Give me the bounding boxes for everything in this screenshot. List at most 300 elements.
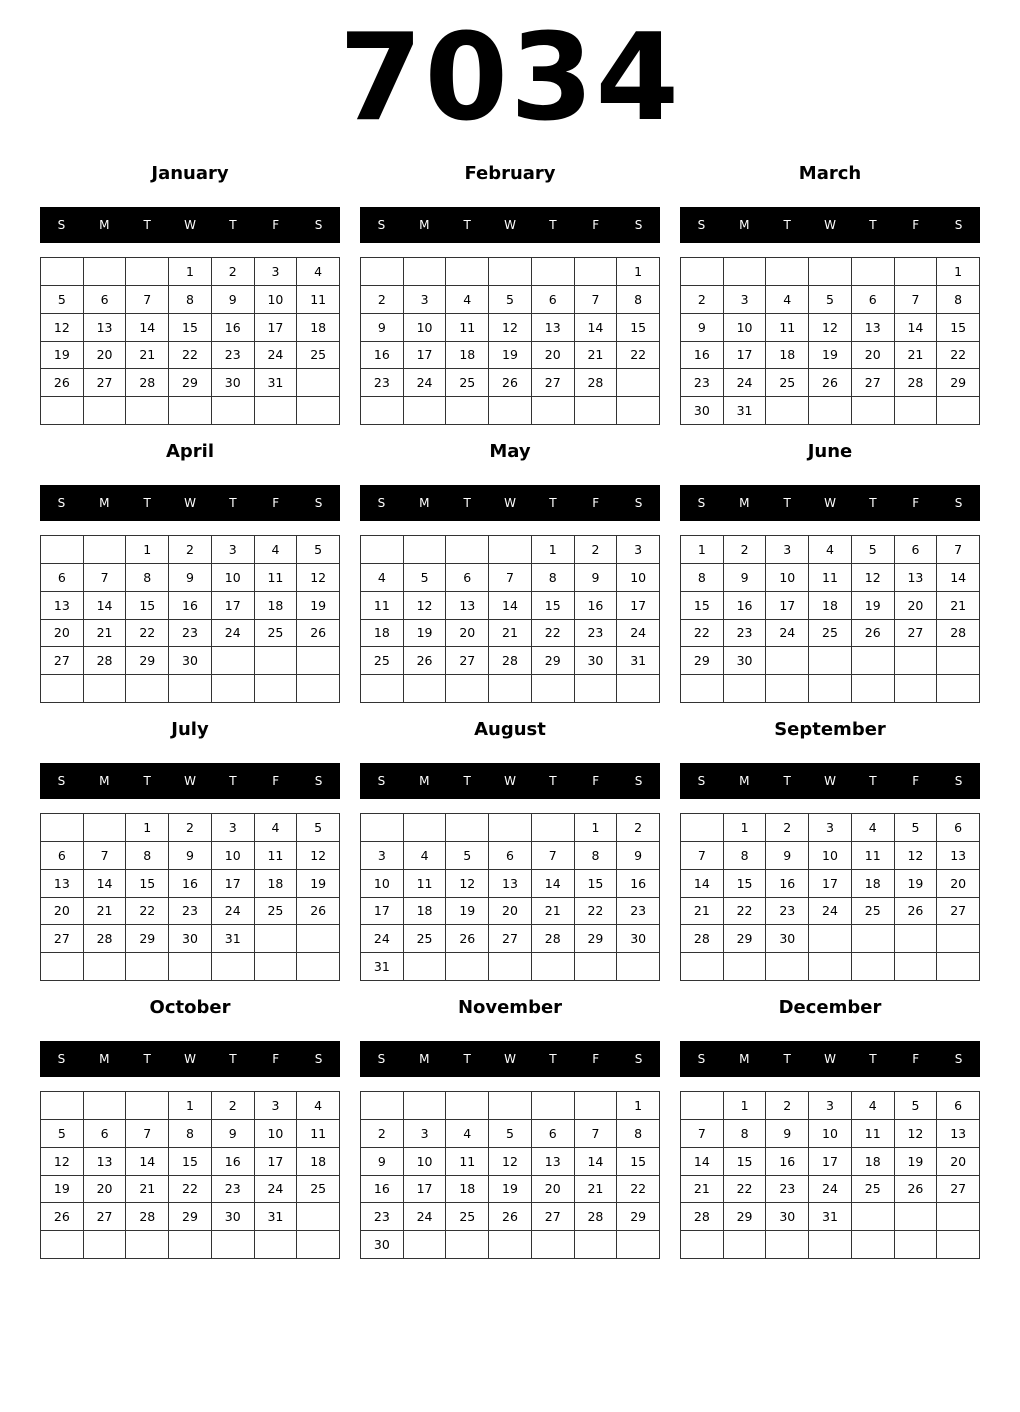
day-cell: 30 [766, 925, 809, 953]
day-cell: 3 [724, 286, 767, 314]
day-cell: 13 [895, 564, 938, 592]
day-cell: 27 [84, 369, 127, 397]
day-cell: 19 [297, 592, 340, 620]
day-cell: 17 [255, 1148, 298, 1176]
day-grid [680, 1091, 980, 1259]
weekday-label: T [549, 496, 557, 510]
day-cell [895, 397, 938, 425]
day-cell [852, 953, 895, 981]
day-cell: 26 [41, 1203, 84, 1231]
day-cell: 20 [446, 620, 489, 648]
day-cell [404, 675, 447, 703]
day-cell: 2 [724, 536, 767, 564]
day-cell: 7 [126, 286, 169, 314]
day-cell [255, 647, 298, 675]
weekday-header [40, 207, 340, 243]
day-cell: 12 [852, 564, 895, 592]
day-cell: 28 [937, 620, 980, 648]
day-cell [84, 536, 127, 564]
day-cell: 8 [126, 842, 169, 870]
day-cell: 24 [809, 898, 852, 926]
day-cell: 30 [212, 369, 255, 397]
day-grid [680, 813, 980, 981]
day-cell [404, 953, 447, 981]
day-cell: 10 [404, 314, 447, 342]
weekday-label: S [57, 218, 66, 232]
day-cell [126, 953, 169, 981]
day-cell: 11 [255, 564, 298, 592]
weekday-label: F [272, 1052, 280, 1066]
day-cell: 8 [169, 1120, 212, 1148]
day-cell: 10 [361, 870, 404, 898]
day-cell: 19 [489, 342, 532, 370]
day-cell [489, 814, 532, 842]
weekday-header [680, 207, 980, 243]
day-cell: 6 [84, 286, 127, 314]
day-cell [575, 953, 618, 981]
day-cell: 11 [297, 1120, 340, 1148]
day-cell: 30 [575, 647, 618, 675]
day-cell [575, 1092, 618, 1120]
day-cell: 29 [126, 647, 169, 675]
day-cell: 25 [809, 620, 852, 648]
day-cell [489, 397, 532, 425]
day-cell [446, 536, 489, 564]
day-cell [766, 397, 809, 425]
day-cell: 12 [404, 592, 447, 620]
weekday-label: W [504, 496, 516, 510]
day-cell [361, 814, 404, 842]
day-cell [212, 647, 255, 675]
day-cell [937, 397, 980, 425]
weekday-label: T [229, 774, 237, 788]
day-cell: 3 [255, 1092, 298, 1120]
day-cell: 2 [361, 1120, 404, 1148]
day-cell [852, 258, 895, 286]
day-cell: 25 [297, 342, 340, 370]
day-cell: 16 [766, 1148, 809, 1176]
weekday-label: M [99, 774, 110, 788]
weekday-label: S [314, 496, 323, 510]
day-cell: 8 [724, 1120, 767, 1148]
day-cell: 24 [255, 1176, 298, 1204]
day-cell: 27 [937, 898, 980, 926]
weekday-label: T [549, 774, 557, 788]
day-cell: 1 [169, 1092, 212, 1120]
weekday-label: T [869, 218, 877, 232]
day-grid [40, 535, 340, 703]
day-cell [532, 953, 575, 981]
day-cell: 16 [575, 592, 618, 620]
weekday-label: S [314, 1052, 323, 1066]
day-cell [297, 1231, 340, 1259]
day-cell [212, 675, 255, 703]
day-cell: 10 [255, 1120, 298, 1148]
day-cell: 22 [681, 620, 724, 648]
weekday-header [360, 763, 660, 799]
day-cell: 16 [681, 342, 724, 370]
day-cell: 4 [297, 258, 340, 286]
weekday-label: T [869, 496, 877, 510]
day-cell: 10 [212, 842, 255, 870]
day-cell: 7 [681, 842, 724, 870]
day-cell: 6 [41, 564, 84, 592]
day-cell: 31 [212, 925, 255, 953]
weekday-label: S [57, 1052, 66, 1066]
day-cell: 15 [532, 592, 575, 620]
weekday-label: W [184, 1052, 196, 1066]
weekday-label: F [912, 1052, 920, 1066]
day-cell [852, 397, 895, 425]
month-name: September [774, 719, 886, 740]
day-cell: 5 [852, 536, 895, 564]
day-grid [680, 257, 980, 425]
day-cell [809, 647, 852, 675]
day-cell [895, 1231, 938, 1259]
month-name: October [149, 997, 231, 1018]
weekday-label: T [783, 774, 791, 788]
day-cell: 20 [895, 592, 938, 620]
day-cell [297, 1203, 340, 1231]
weekday-label: T [549, 218, 557, 232]
day-cell: 14 [937, 564, 980, 592]
day-cell: 24 [766, 620, 809, 648]
day-cell: 5 [489, 286, 532, 314]
day-cell [446, 1231, 489, 1259]
day-cell: 18 [852, 1148, 895, 1176]
day-cell: 7 [681, 1120, 724, 1148]
day-cell: 11 [297, 286, 340, 314]
day-cell [404, 1092, 447, 1120]
day-cell: 10 [809, 1120, 852, 1148]
day-cell [446, 814, 489, 842]
day-cell: 16 [361, 1176, 404, 1204]
day-cell: 10 [617, 564, 660, 592]
day-cell [41, 1092, 84, 1120]
day-grid [360, 813, 660, 981]
day-cell [681, 1231, 724, 1259]
weekday-label: T [143, 496, 151, 510]
day-cell [681, 675, 724, 703]
day-cell [84, 1231, 127, 1259]
day-cell: 11 [766, 314, 809, 342]
day-cell: 2 [766, 1092, 809, 1120]
weekday-label: T [463, 496, 471, 510]
day-cell [532, 258, 575, 286]
day-cell: 10 [212, 564, 255, 592]
day-cell [895, 258, 938, 286]
weekday-label: S [634, 1052, 643, 1066]
weekday-label: T [783, 496, 791, 510]
day-cell: 8 [937, 286, 980, 314]
day-cell [404, 814, 447, 842]
day-cell: 21 [937, 592, 980, 620]
day-grid [40, 1091, 340, 1259]
day-cell: 31 [724, 397, 767, 425]
weekday-label: T [783, 218, 791, 232]
day-cell [404, 1231, 447, 1259]
day-cell [126, 397, 169, 425]
weekday-label: S [57, 496, 66, 510]
day-cell: 29 [681, 647, 724, 675]
weekday-label: W [824, 1052, 836, 1066]
day-cell: 21 [532, 898, 575, 926]
day-cell: 16 [169, 870, 212, 898]
day-cell [489, 953, 532, 981]
day-cell: 26 [489, 1203, 532, 1231]
day-cell: 23 [169, 898, 212, 926]
weekday-label: W [504, 1052, 516, 1066]
day-cell: 19 [41, 1176, 84, 1204]
day-cell: 7 [489, 564, 532, 592]
day-cell: 11 [446, 314, 489, 342]
day-cell: 1 [681, 536, 724, 564]
day-cell: 18 [766, 342, 809, 370]
weekday-label: T [463, 218, 471, 232]
day-cell: 10 [809, 842, 852, 870]
day-cell: 22 [617, 1176, 660, 1204]
day-cell: 23 [724, 620, 767, 648]
day-cell: 26 [852, 620, 895, 648]
day-cell [489, 675, 532, 703]
day-cell: 1 [724, 1092, 767, 1120]
day-cell: 1 [617, 258, 660, 286]
month-name: April [165, 441, 215, 462]
day-cell: 1 [126, 536, 169, 564]
day-cell: 21 [126, 342, 169, 370]
month-name: July [171, 719, 209, 740]
day-grid [40, 813, 340, 981]
day-cell: 23 [617, 898, 660, 926]
day-cell: 29 [617, 1203, 660, 1231]
day-cell: 13 [41, 870, 84, 898]
day-cell [681, 258, 724, 286]
day-cell: 5 [41, 286, 84, 314]
day-cell [895, 1203, 938, 1231]
day-cell [255, 953, 298, 981]
day-cell: 8 [575, 842, 618, 870]
day-cell [126, 1092, 169, 1120]
day-cell: 8 [126, 564, 169, 592]
day-cell [361, 675, 404, 703]
day-cell [852, 1231, 895, 1259]
day-cell: 8 [617, 286, 660, 314]
day-cell: 17 [809, 870, 852, 898]
day-cell: 14 [84, 592, 127, 620]
day-cell: 17 [809, 1148, 852, 1176]
day-cell: 24 [255, 342, 298, 370]
day-cell: 16 [724, 592, 767, 620]
day-cell [766, 1231, 809, 1259]
weekday-label: W [504, 218, 516, 232]
day-cell: 24 [212, 898, 255, 926]
day-cell: 15 [126, 870, 169, 898]
day-cell: 13 [937, 1120, 980, 1148]
weekday-label: M [99, 218, 110, 232]
day-cell: 25 [446, 369, 489, 397]
day-cell: 31 [255, 369, 298, 397]
day-cell [724, 953, 767, 981]
day-cell [895, 925, 938, 953]
day-cell: 5 [895, 814, 938, 842]
day-cell: 31 [617, 647, 660, 675]
day-cell: 17 [617, 592, 660, 620]
day-cell: 9 [575, 564, 618, 592]
day-cell: 9 [766, 1120, 809, 1148]
day-cell [937, 1203, 980, 1231]
weekday-label: F [912, 774, 920, 788]
day-cell [84, 675, 127, 703]
day-cell: 9 [169, 564, 212, 592]
day-cell: 1 [575, 814, 618, 842]
day-cell: 22 [532, 620, 575, 648]
day-cell: 12 [446, 870, 489, 898]
day-cell: 22 [617, 342, 660, 370]
day-cell: 6 [489, 842, 532, 870]
day-cell: 12 [809, 314, 852, 342]
weekday-label: S [377, 1052, 386, 1066]
day-cell: 25 [766, 369, 809, 397]
day-cell: 8 [724, 842, 767, 870]
day-cell: 28 [575, 369, 618, 397]
day-cell: 9 [212, 1120, 255, 1148]
day-cell: 22 [575, 898, 618, 926]
day-cell: 20 [937, 870, 980, 898]
day-cell: 18 [446, 1176, 489, 1204]
day-cell: 14 [681, 870, 724, 898]
day-cell: 23 [169, 620, 212, 648]
month-name: August [474, 719, 546, 740]
day-cell: 22 [169, 1176, 212, 1204]
day-cell: 20 [852, 342, 895, 370]
day-cell: 14 [532, 870, 575, 898]
day-cell: 12 [297, 842, 340, 870]
day-cell: 15 [575, 870, 618, 898]
weekday-label: T [143, 218, 151, 232]
day-cell: 7 [84, 564, 127, 592]
day-cell [297, 369, 340, 397]
day-cell: 1 [617, 1092, 660, 1120]
day-cell: 9 [361, 1148, 404, 1176]
day-cell [681, 953, 724, 981]
day-grid [680, 535, 980, 703]
day-cell: 3 [255, 258, 298, 286]
weekday-header [360, 1041, 660, 1077]
day-cell: 19 [41, 342, 84, 370]
day-cell [361, 1092, 404, 1120]
weekday-header [40, 763, 340, 799]
day-cell: 26 [297, 620, 340, 648]
weekday-label: F [272, 496, 280, 510]
weekday-header [680, 1041, 980, 1077]
day-cell: 27 [41, 925, 84, 953]
day-cell: 30 [766, 1203, 809, 1231]
day-cell: 23 [212, 1176, 255, 1204]
day-cell: 24 [724, 369, 767, 397]
day-cell: 5 [446, 842, 489, 870]
day-cell [681, 814, 724, 842]
day-cell: 14 [575, 1148, 618, 1176]
day-cell: 7 [126, 1120, 169, 1148]
day-cell: 24 [809, 1176, 852, 1204]
day-cell: 16 [169, 592, 212, 620]
day-cell [41, 397, 84, 425]
day-cell [532, 1231, 575, 1259]
day-cell: 24 [404, 1203, 447, 1231]
day-cell: 11 [404, 870, 447, 898]
day-cell: 29 [724, 925, 767, 953]
day-cell [404, 397, 447, 425]
day-cell [169, 1231, 212, 1259]
weekday-label: T [869, 1052, 877, 1066]
day-cell: 21 [84, 898, 127, 926]
day-cell: 13 [84, 314, 127, 342]
day-cell: 6 [937, 814, 980, 842]
day-cell [126, 675, 169, 703]
day-cell: 13 [489, 870, 532, 898]
weekday-label: S [634, 496, 643, 510]
day-cell: 10 [766, 564, 809, 592]
weekday-label: T [783, 1052, 791, 1066]
day-cell: 21 [575, 1176, 618, 1204]
month-name: May [489, 441, 531, 462]
day-cell: 13 [532, 1148, 575, 1176]
day-cell [724, 258, 767, 286]
day-cell: 21 [489, 620, 532, 648]
weekday-label: F [272, 774, 280, 788]
month-name: February [464, 163, 556, 184]
day-cell: 10 [255, 286, 298, 314]
day-cell: 15 [724, 870, 767, 898]
month-name: March [798, 163, 862, 184]
day-cell [404, 258, 447, 286]
day-cell: 2 [361, 286, 404, 314]
day-cell: 8 [617, 1120, 660, 1148]
day-cell [41, 953, 84, 981]
weekday-label: T [229, 496, 237, 510]
month-name: January [151, 163, 229, 184]
day-cell: 23 [766, 1176, 809, 1204]
day-cell: 18 [297, 1148, 340, 1176]
day-cell: 11 [255, 842, 298, 870]
day-cell [361, 536, 404, 564]
day-cell: 28 [84, 647, 127, 675]
day-cell [84, 953, 127, 981]
day-cell: 13 [532, 314, 575, 342]
weekday-label: S [697, 774, 706, 788]
day-cell: 7 [84, 842, 127, 870]
day-cell [809, 925, 852, 953]
day-grid [40, 257, 340, 425]
day-cell [937, 925, 980, 953]
day-cell: 15 [681, 592, 724, 620]
day-cell: 18 [809, 592, 852, 620]
day-cell [255, 397, 298, 425]
day-cell: 4 [809, 536, 852, 564]
day-cell: 15 [617, 1148, 660, 1176]
day-cell: 6 [532, 1120, 575, 1148]
day-cell: 9 [681, 314, 724, 342]
day-cell: 5 [41, 1120, 84, 1148]
year-title: 7034 [339, 9, 681, 148]
day-cell [617, 397, 660, 425]
weekday-header [680, 763, 980, 799]
day-cell: 28 [575, 1203, 618, 1231]
day-cell [489, 258, 532, 286]
day-cell: 23 [575, 620, 618, 648]
day-cell: 13 [41, 592, 84, 620]
day-cell [895, 647, 938, 675]
